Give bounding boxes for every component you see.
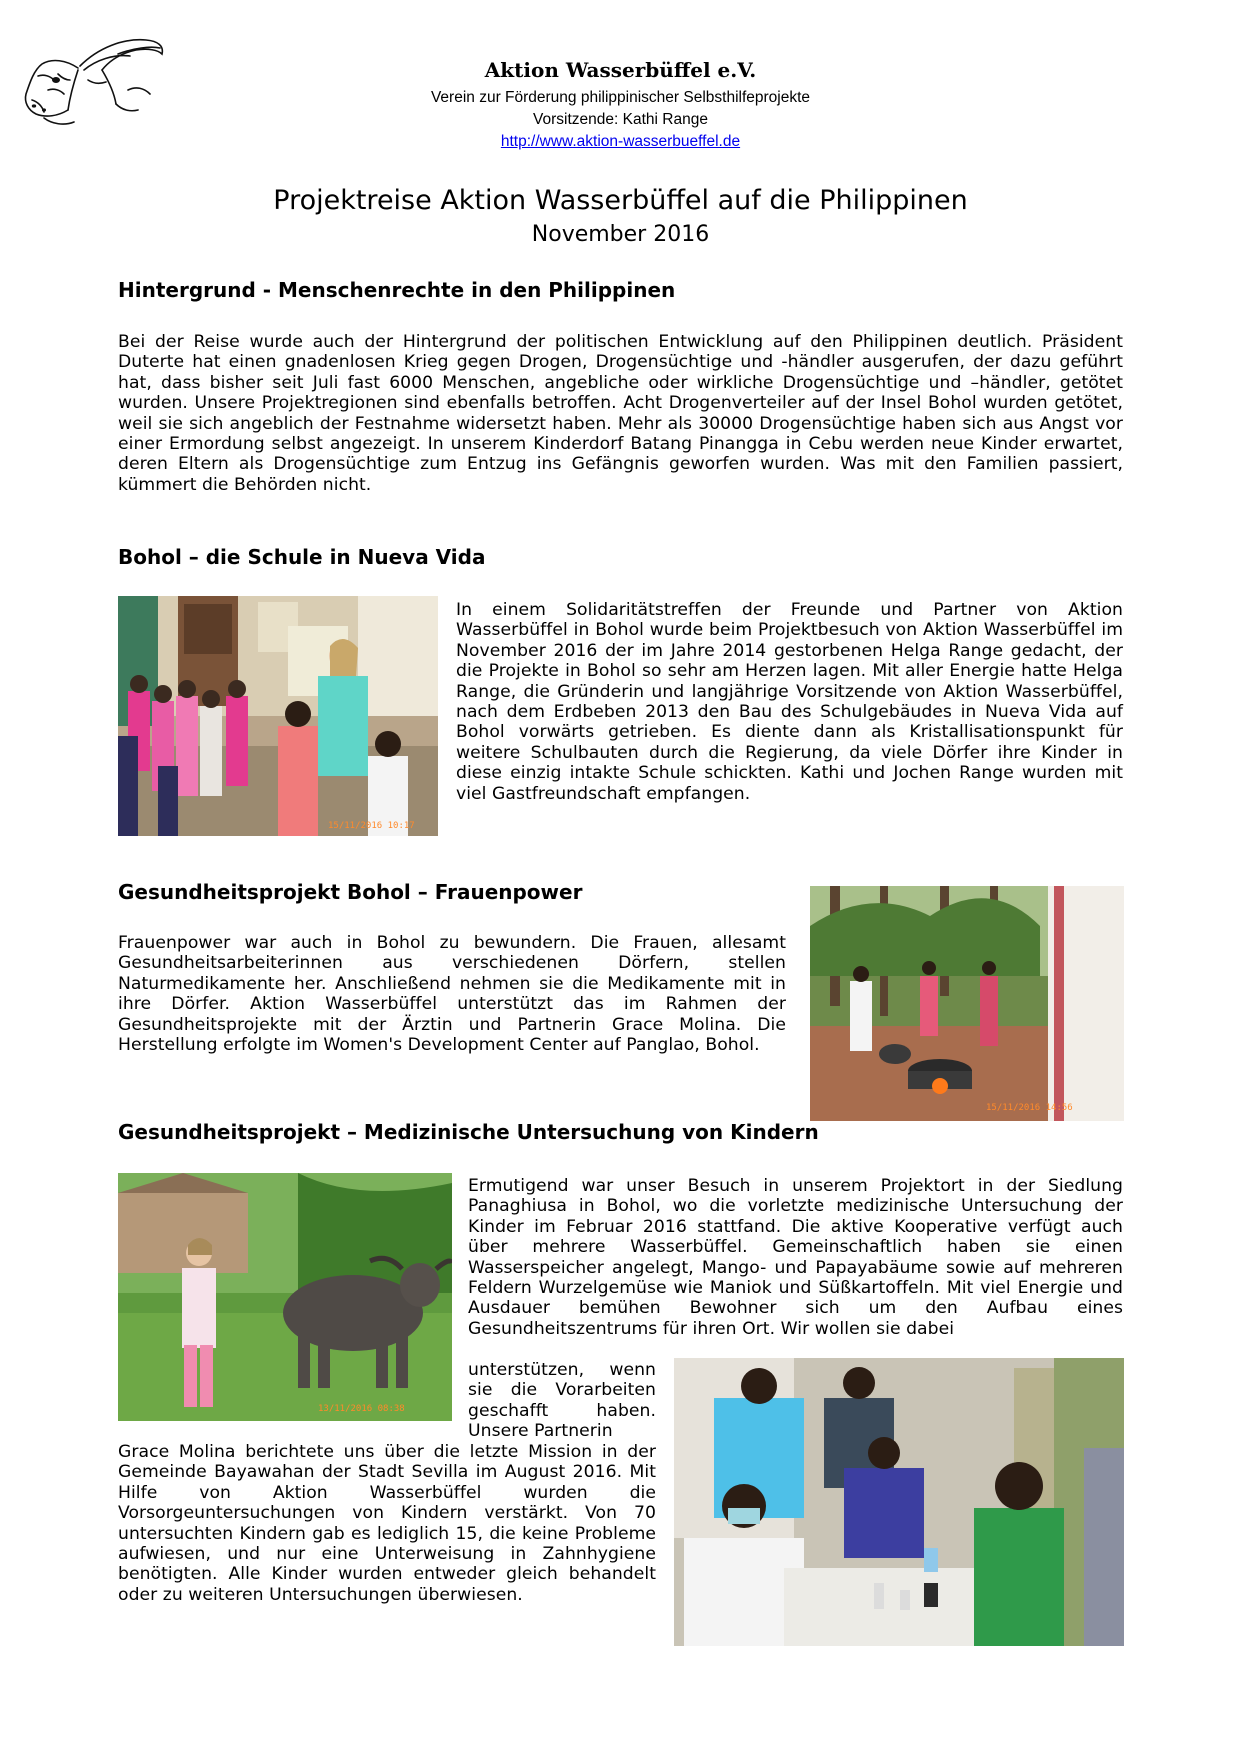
heading-school: Bohol – die Schule in Nueva Vida xyxy=(118,545,486,569)
buffalo-photo-stamp: 13/11/2016 08:38 xyxy=(318,1404,405,1414)
health-workers-photo xyxy=(810,886,1124,1121)
school-children-photo xyxy=(118,596,438,836)
website-link[interactable]: http://www.aktion-wasserbueffel.de xyxy=(500,133,741,150)
water-buffalo-photo xyxy=(118,1173,452,1421)
health-children-text-3: Grace Molina berichtete uns über die letzte Mission in der Gemeinde Bayawahan der Stadt Sevilla im August 2016. Mit Hilfe von Aktion Wasserbüffel wurden die Vorsorgeuntersuchungen von Kindern verstärkt. Von 70 untersuchten Kindern gab es lediglich 15, die keine Probleme aufwiesen, und nur eine Unterweisung in Zahnhygiene benötigten. Alle Kinder wurden entweder gleich behandelt oder zu weiteren Untersuchungen überwiesen. xyxy=(118,1442,656,1605)
heading-background: Hintergrund - Menschenrechte in den Philippinen xyxy=(118,278,676,302)
medical-check-photo xyxy=(674,1358,1124,1646)
heading-health-women: Gesundheitsprojekt Bohol – Frauenpower xyxy=(118,880,583,904)
page-title: Projektreise Aktion Wasserbüffel auf die Philippinen xyxy=(273,185,968,216)
background-text: Bei der Reise wurde auch der Hintergrund der politischen Entwicklung auf den Philippinen deutlich. Präsident Duterte hat einen gnadenlosen Krieg gegen Drogen, Drogensüchtige und -händler ausgerufen, der dazu geführt hat, dass bisher seit Juli fast 6000 Menschen, angebliche oder wirkliche Drogensüchtige und –händler, getötet wurden. Unsere Projektregionen sind ebenfalls betroffen. Acht Drogenverteiler auf der Insel Bohol wurden getötet, weil sie sich angeblich der Festnahme widersetzt haben. Mehr als 30000 Drogensüchtige haben sich aus Angst vor einer Ermordung selbst angezeigt. In unserem Kinderdorf Batang Pinangga in Cebu werden neue Kinder erwartet, deren Eltern als Drogensüchtige zum Entzug ins Gefängnis geworfen wurden. Was mit den Familien passiert, kümmert die Behörden nicht. xyxy=(118,332,1123,495)
org-chair: Vorsitzende: Kathi Range xyxy=(533,111,708,128)
women-photo-stamp: 15/11/2016 14:56 xyxy=(986,1103,1073,1113)
school-photo-stamp: 15/11/2016 10:17 xyxy=(328,821,415,831)
page-date: November 2016 xyxy=(531,222,710,247)
health-women-text: Frauenpower war auch in Bohol zu bewundern. Die Frauen, allesamt Gesundheitsarbeiterinnen aus verschiedenen Dörfern, stellen Naturmedikamente her. Anschließend nehmen sie die Medikamente mit in ihre Dörfer. Aktion Wasserbüffel unterstützt das im Rahmen der Gesundheitsprojekte mit der Ärztin und Partnerin Grace Molina. Die Herstellung erfolgte im Women's Development Center auf Panglao, Bohol. xyxy=(118,933,786,1056)
health-children-text-2: unterstützen, wenn sie die Vorarbeiten geschafft haben. Unsere Partnerin xyxy=(468,1360,656,1442)
org-subtitle: Verein zur Förderung philippinischer Selbsthilfeprojekte xyxy=(430,89,811,106)
heading-health-children: Gesundheitsprojekt – Medizinische Untersuchung von Kindern xyxy=(118,1120,819,1144)
health-children-text-1: Ermutigend war unser Besuch in unserem Projektort in der Siedlung Panaghiusa in Bohol, wo die vorletzte medizinische Untersuchung der Kinder im Februar 2016 stattfand. Die aktive Kooperative verfügt auch über mehrere Wasserbüffel. Gemeinschaftlich haben sie einen Wasserspeicher angelegt, Mango- und Papayabäume sowie auf mehreren Feldern Wurzelgemüse wie Maniok und Süßkartoffeln. Mit viel Energie und Ausdauer bemühen Bewohner sich um den Aufbau eines Gesundheitszentrums für ihren Ort. Wir wollen sie dabei xyxy=(468,1176,1123,1339)
school-text: In einem Solidaritätstreffen der Freunde und Partner von Aktion Wasserbüffel in Bohol wurde beim Projektbesuch von Aktion Wasserbüffel im November 2016 der im Jahre 2014 gestorbenen Helga Range gedacht, der die Projekte in Bohol so sehr am Herzen lagen. Mit aller Energie hatte Helga Range, die Gründerin und langjährige Vorsitzende von Aktion Wasserbüffel, nach dem Erdbeben 2013 den Bau des Schulgebäudes in Nueva Vida auf Bohol vorwärts getrieben. Es diente dann als Kristallisationspunkt für weitere Schulbauten durch die Regierung, da viele Dörfer ihre Kinder in diese einzig intakte Schule schickten. Kathi und Jochen Range wurden mit viel Gastfreundschaft empfangen. xyxy=(456,600,1123,804)
org-name: Aktion Wasserbüffel e.V. xyxy=(484,58,757,82)
